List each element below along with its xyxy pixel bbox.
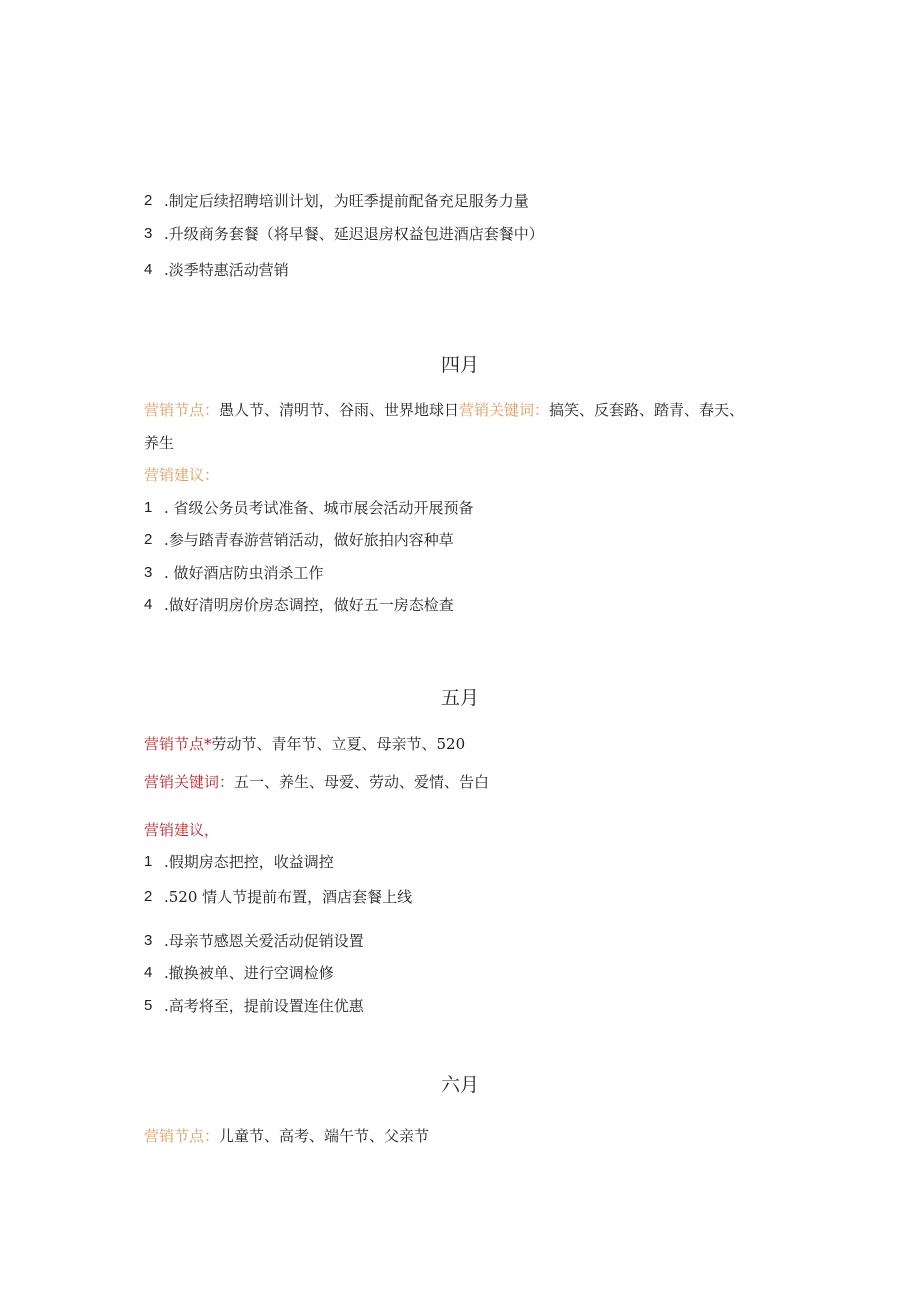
may-heading: 五月 [440,687,479,709]
list-item: .制定后续招聘培训计划，为旺季提前配备充足服务力量 [164,192,529,210]
nodes-label: 营销节点： [144,401,220,419]
list-item: .参与踏青春游营销活动，做好旅拍内容种草 [164,531,454,549]
list-item: .母亲节感恩关爱活动促销设置 [164,932,364,950]
list-item: .淡季特惠活动营销 [164,261,289,279]
list-number: 4 [144,964,153,981]
may-advice-label: 营销建议， [144,821,220,839]
nodes-text: 儿童节、高考、端午节、父亲节 [219,1127,430,1145]
nodes-text: 劳动节、青年节、立夏、母亲节、520 [211,735,466,753]
june-nodes-line [144,1126,429,1146]
list-number: 1 [144,853,153,870]
nodes-label: 营销节点* [144,735,212,753]
list-number: 4 [144,596,153,613]
keywords-label: 营销关键词： [144,773,235,791]
list-number: 3 [144,225,153,242]
list-number: 5 [144,997,153,1014]
list-item: .高考将至，提前设置连住优惠 [164,997,364,1015]
list-number: 4 [144,261,153,278]
list-item: .升级商务套餐（将早餐、延迟退房权益包进酒店套餐中） [164,225,544,243]
list-number: 2 [144,192,153,209]
list-number: 2 [144,888,153,905]
keywords-text: 五一、养生、母爱、劳动、爱情、告白 [234,773,490,791]
list-item: .假期房态把控，收益调控 [164,853,334,871]
april-keywords-cont: 养生 [144,434,175,452]
nodes-label: 营销节点： [144,1127,220,1145]
list-item: .520 情人节提前布置，酒店套餐上线 [164,888,413,906]
april-heading: 四月 [440,354,479,376]
april-advice-label: 营销建议： [144,466,220,484]
list-number: 3 [144,564,153,581]
may-nodes-line [144,734,465,754]
list-item: .撤换被单、进行空调检修 [164,964,334,982]
keywords-text: 搞笑、反套路、踏青、春天、 [549,401,745,419]
may-keywords-line [144,772,489,792]
list-number: 1 [144,499,153,516]
list-number: 3 [144,932,153,949]
nodes-text: 愚人节、清明节、谷雨、世界地球日 [219,401,460,419]
list-item: .做好清明房价房态调控，做好五一房态检查 [164,596,454,614]
list-item: . 省级公务员考试准备、城市展会活动开展预备 [164,499,474,517]
june-heading: 六月 [440,1074,479,1096]
list-number: 2 [144,531,153,548]
keywords-label: 营销关键词： [459,401,550,419]
april-nodes-line [144,400,744,420]
list-item: . 做好酒店防虫消杀工作 [164,564,324,582]
